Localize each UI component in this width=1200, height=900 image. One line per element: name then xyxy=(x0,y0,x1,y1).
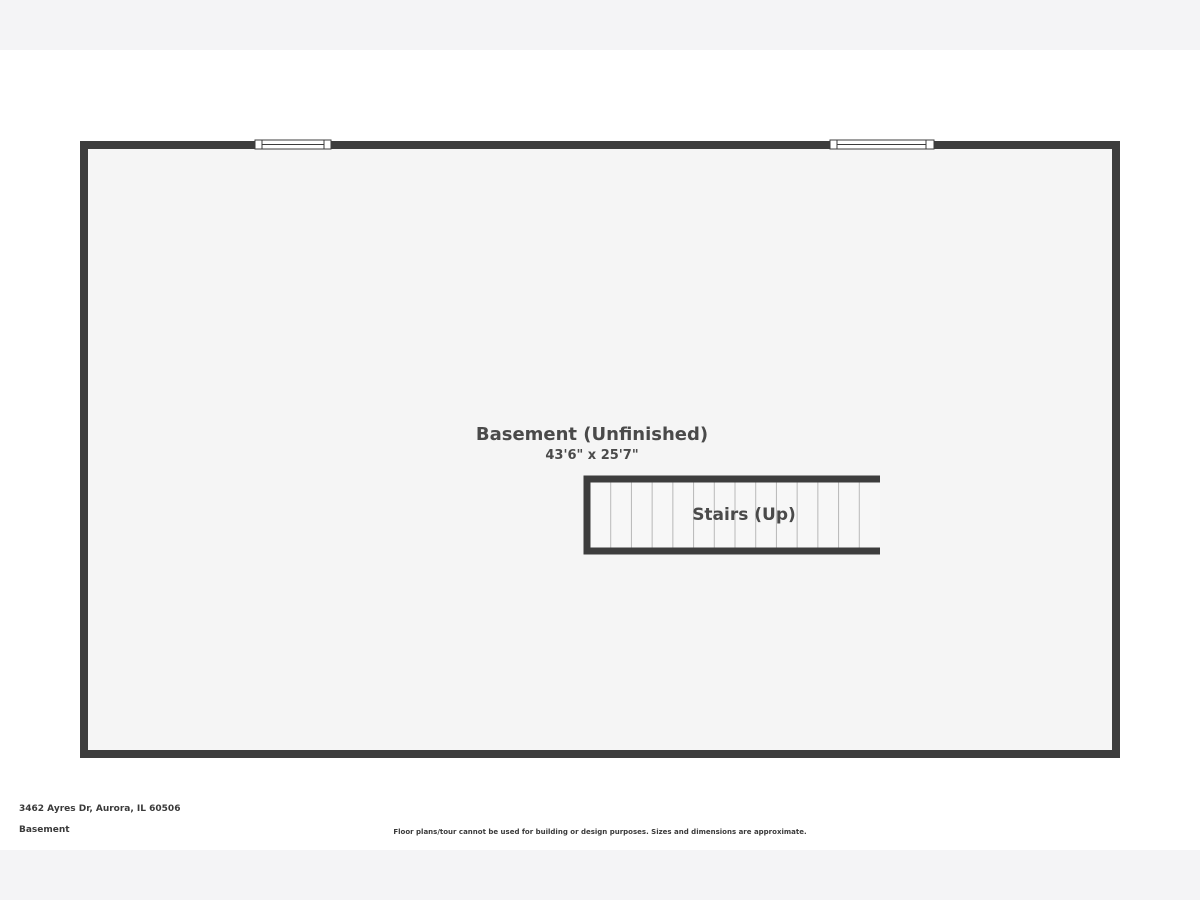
room-dimensions-label: 43'6" x 25'7" xyxy=(545,448,639,463)
property-address: 3462 Ayres Dr, Aurora, IL 60506 xyxy=(19,804,181,814)
floor-level-label: Basement xyxy=(19,825,70,835)
disclaimer-text: Floor plans/tour cannot be used for building or design purposes. Sizes and dimensions are approximate. xyxy=(393,828,807,836)
stairs-label: Stairs (Up) xyxy=(692,505,796,525)
window-1 xyxy=(255,140,331,149)
window-2 xyxy=(830,140,934,149)
room-name-label: Basement (Unfinished) xyxy=(475,424,709,445)
